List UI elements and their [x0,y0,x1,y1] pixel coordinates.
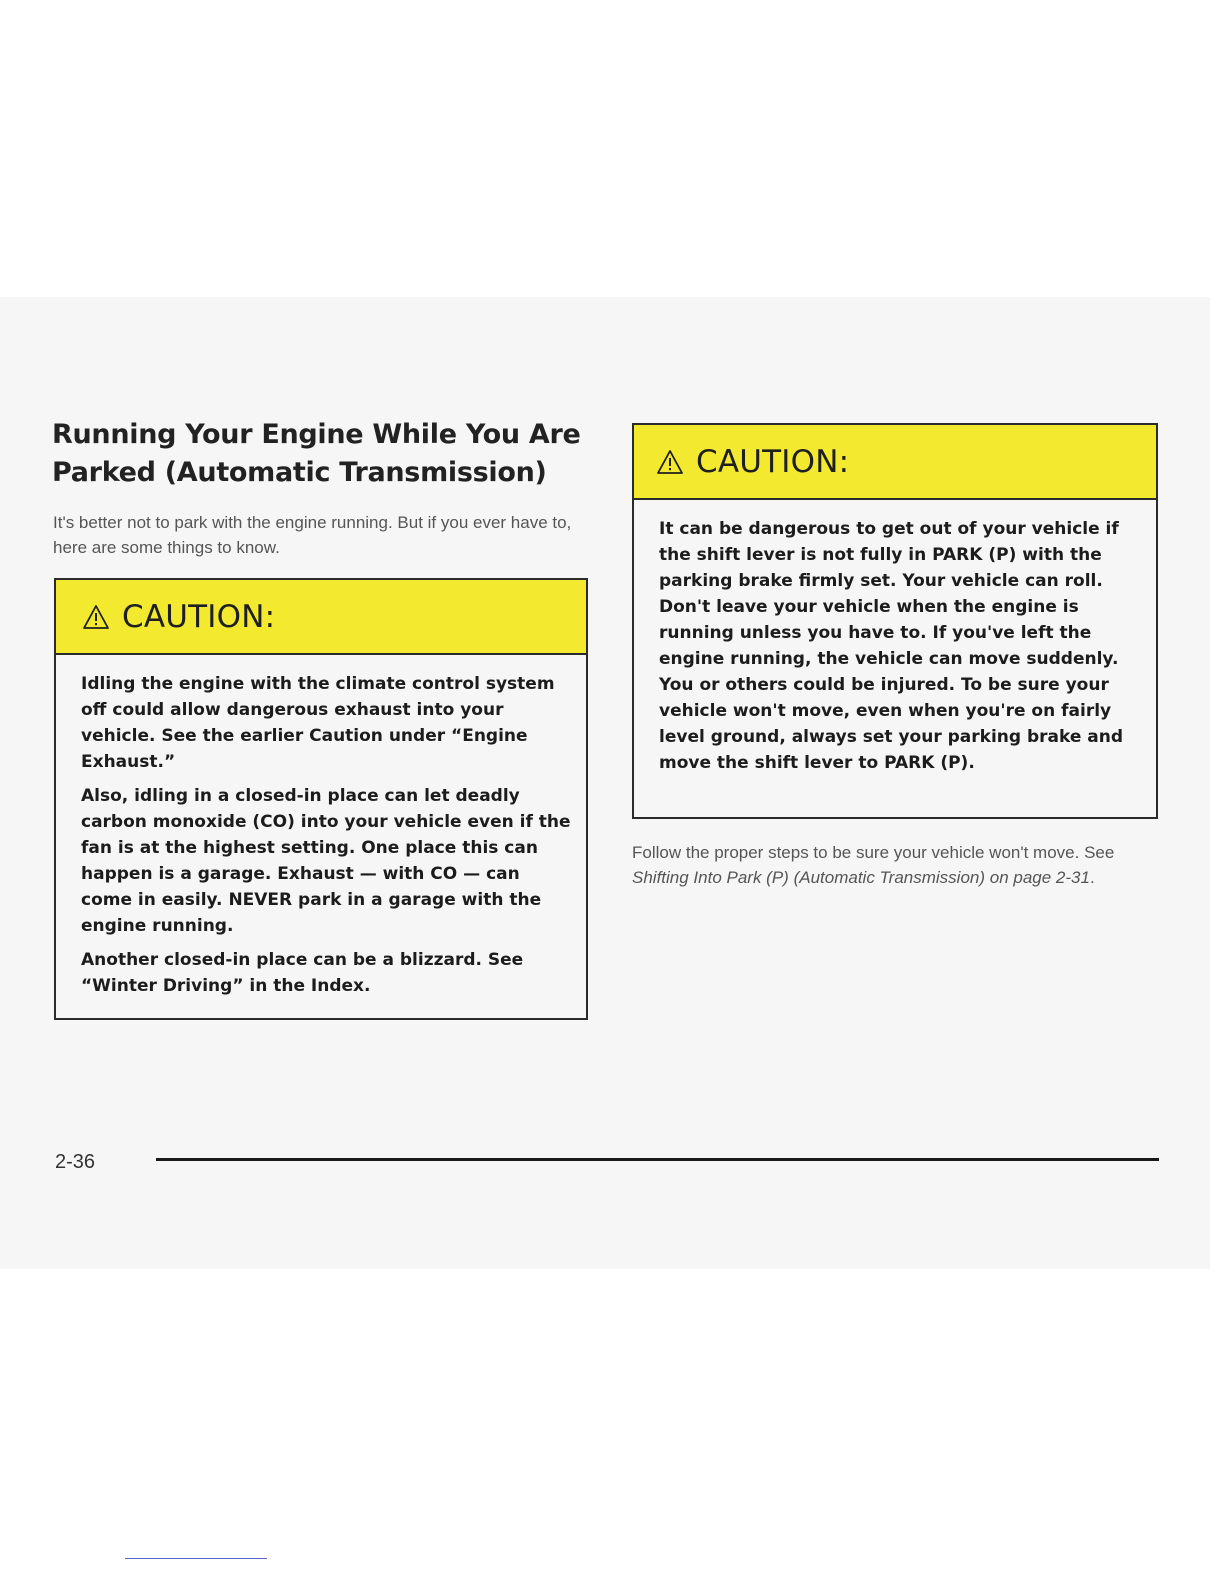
caution-body [56,655,586,999]
caution-box-idling [54,578,588,1020]
warning-triangle-icon [656,449,684,475]
follow-paragraph [632,840,1152,890]
footer-rule [156,1158,1159,1161]
caution-body [634,500,1156,776]
intro-paragraph: It's better not to park with the engine running. But if you ever have to, here are some things to know. [53,513,572,557]
page-number: 2-36 [55,1151,96,1173]
caution-box-park [632,423,1158,819]
cross-reference-link[interactable]: Shifting Into Park (P) (Automatic Transmission) on page 2-31 [632,868,1090,887]
caution-paragraph: Idling the engine with the climate control system off could allow dangerous exhaust into your vehicle. See the earlier Caution under “Engine Exhaust.” [81,674,555,772]
caution-title: CAUTION: [696,443,850,480]
warning-triangle-icon [82,604,110,630]
follow-end: . [1089,868,1095,887]
caution-title: CAUTION: [122,598,276,635]
caution-paragraph: It can be dangerous to get out of your vehicle if the shift lever is not fully in PARK (P) with the parking brake firmly set. Your vehicle can roll. Don't leave your vehicle when the engine is running unless you have to. If you've left the engine running, the vehicle can move suddenly. You or others could be injured. To be sure your vehicle won't move, even when you're on fairly level ground, always set your parking brake and move the shift lever to PARK (P). [659,519,1124,773]
bottom-divider [125,1558,267,1559]
caution-header [56,580,586,655]
caution-paragraph: Also, idling in a closed-in place can let deadly carbon monoxide (CO) into your vehicle even if the fan is at the highest setting. One place this can happen is a garage. Exhaust — with CO — can come in easily. NEVER park in a garage with the engine running. [81,786,571,936]
follow-text: Follow the proper steps to be sure your vehicle won't move. See [632,843,1115,862]
section-heading: Running Your Engine While You Are Parked (Automatic Transmission) [52,419,581,488]
caution-header [634,425,1156,500]
caution-paragraph: Another closed-in place can be a blizzard. See “Winter Driving” in the Index. [81,950,524,996]
